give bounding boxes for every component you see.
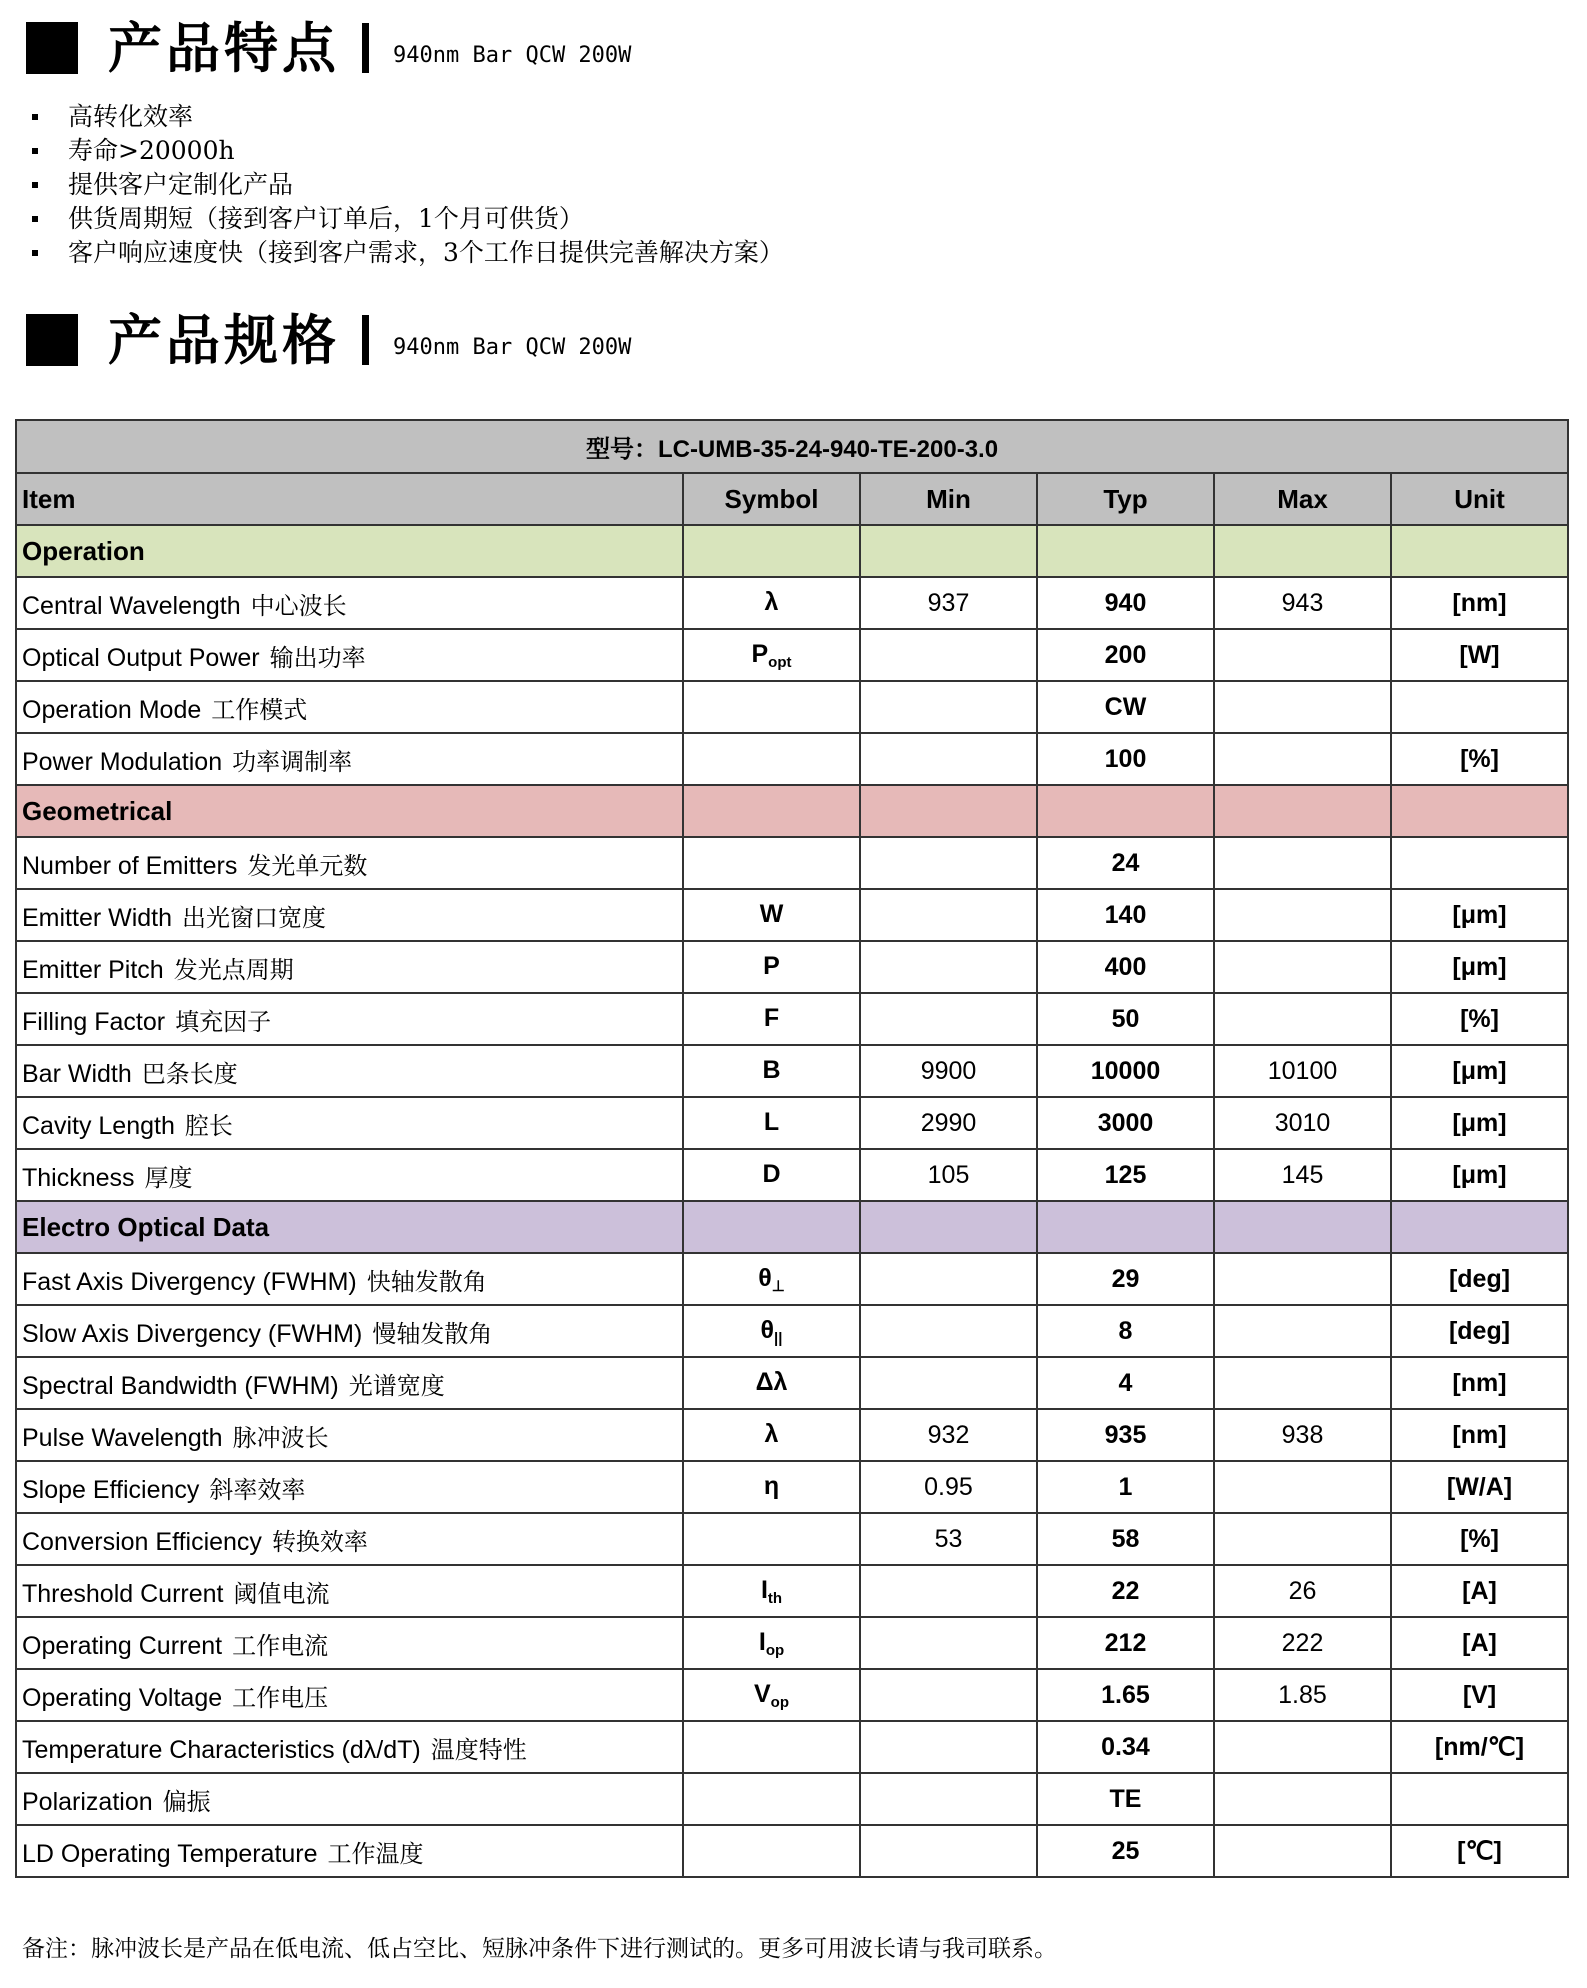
param-name-cn: 腔长 xyxy=(184,1111,233,1140)
param-name-cn: 工作电流 xyxy=(232,1631,329,1660)
features-title: 产品特点 xyxy=(108,16,340,80)
param-max xyxy=(1214,1461,1391,1513)
param-name xyxy=(16,733,683,785)
param-typ: 1.65 xyxy=(1037,1669,1214,1721)
param-min xyxy=(860,1253,1037,1305)
param-name-en: Spectral Bandwidth (FWHM) xyxy=(22,1371,339,1400)
param-typ: 8 xyxy=(1037,1305,1214,1357)
param-max xyxy=(1214,837,1391,889)
param-symbol xyxy=(683,993,860,1045)
param-name xyxy=(16,889,683,941)
symbol-sub: th xyxy=(767,1589,783,1607)
table-row xyxy=(16,1617,1568,1669)
section-cell xyxy=(860,1201,1037,1253)
model-row xyxy=(16,420,1568,473)
table-row xyxy=(16,681,1568,733)
param-name xyxy=(16,1669,683,1721)
param-symbol xyxy=(683,1669,860,1721)
param-name xyxy=(16,993,683,1045)
param-name-cn: 工作模式 xyxy=(211,695,308,724)
symbol-text xyxy=(760,1315,783,1347)
param-name xyxy=(16,1357,683,1409)
table-row xyxy=(16,1097,1568,1149)
symbol-text xyxy=(760,1575,783,1607)
param-name-en: Conversion Efficiency xyxy=(22,1527,262,1556)
section-cell xyxy=(1037,1201,1214,1253)
table-row xyxy=(16,837,1568,889)
param-unit: [A] xyxy=(1391,1565,1568,1617)
symbol-sub: op xyxy=(770,1693,789,1711)
symbol-text xyxy=(763,952,780,980)
param-max: 26 xyxy=(1214,1565,1391,1617)
table-row xyxy=(16,629,1568,681)
param-name xyxy=(16,1305,683,1357)
param-unit: [μm] xyxy=(1391,1097,1568,1149)
param-symbol xyxy=(683,1773,860,1825)
param-name xyxy=(16,681,683,733)
param-min: 0.95 xyxy=(860,1461,1037,1513)
symbol-text xyxy=(758,1263,785,1295)
features-list xyxy=(26,100,784,270)
param-max xyxy=(1214,1773,1391,1825)
param-name-cn: 出光窗口宽度 xyxy=(182,903,327,932)
feature-item: 寿命>20000h xyxy=(26,134,784,168)
param-min xyxy=(860,1669,1037,1721)
header-unit: Unit xyxy=(1391,473,1568,525)
param-max xyxy=(1214,1721,1391,1773)
symbol-main: η xyxy=(763,1471,780,1500)
symbol-main: λ xyxy=(764,587,779,616)
black-square-icon xyxy=(26,314,78,366)
param-min xyxy=(860,993,1037,1045)
param-max xyxy=(1214,681,1391,733)
param-typ: 1 xyxy=(1037,1461,1214,1513)
param-name xyxy=(16,941,683,993)
symbol-main: V xyxy=(753,1679,771,1708)
param-min xyxy=(860,889,1037,941)
param-name-cn: 工作温度 xyxy=(327,1839,424,1868)
param-name-en: Slope Efficiency xyxy=(22,1475,200,1504)
param-unit: [deg] xyxy=(1391,1253,1568,1305)
table-row xyxy=(16,1461,1568,1513)
param-name-cn: 发光点周期 xyxy=(173,955,294,984)
table-row xyxy=(16,889,1568,941)
param-name-cn: 发光单元数 xyxy=(247,851,368,880)
spec-subtitle: 940nm Bar QCW 200W xyxy=(393,334,632,360)
param-name-cn: 慢轴发散角 xyxy=(372,1319,493,1348)
section-cell xyxy=(860,785,1037,837)
param-name-en: Bar Width xyxy=(22,1059,132,1088)
section-cell xyxy=(1037,525,1214,577)
symbol-main: θ xyxy=(760,1315,775,1344)
table-row xyxy=(16,1045,1568,1097)
param-typ: 22 xyxy=(1037,1565,1214,1617)
param-max xyxy=(1214,1305,1391,1357)
spec-header xyxy=(26,310,631,370)
param-unit: [%] xyxy=(1391,733,1568,785)
section-cell xyxy=(1391,785,1568,837)
param-symbol xyxy=(683,733,860,785)
symbol-main: W xyxy=(759,899,784,928)
param-typ: 940 xyxy=(1037,577,1214,629)
param-name xyxy=(16,1825,683,1877)
spec-table xyxy=(15,419,1569,1878)
param-unit xyxy=(1391,681,1568,733)
symbol-sub: || xyxy=(774,1329,783,1347)
param-unit: [℃] xyxy=(1391,1825,1568,1877)
param-typ: 4 xyxy=(1037,1357,1214,1409)
param-name xyxy=(16,1565,683,1617)
table-row xyxy=(16,1409,1568,1461)
param-unit: [deg] xyxy=(1391,1305,1568,1357)
param-max xyxy=(1214,941,1391,993)
table-row xyxy=(16,1721,1568,1773)
feature-item: 高转化效率 xyxy=(26,100,784,134)
header-max: Max xyxy=(1214,473,1391,525)
param-min xyxy=(860,681,1037,733)
param-typ: 200 xyxy=(1037,629,1214,681)
param-name xyxy=(16,1721,683,1773)
symbol-sub: ⊥ xyxy=(771,1277,785,1295)
features-header xyxy=(26,18,631,78)
table-row xyxy=(16,1513,1568,1565)
param-max xyxy=(1214,733,1391,785)
param-typ: CW xyxy=(1037,681,1214,733)
title-divider xyxy=(362,23,369,73)
section-cell xyxy=(1214,1201,1391,1253)
section-cell xyxy=(860,525,1037,577)
param-name xyxy=(16,1097,683,1149)
param-name xyxy=(16,629,683,681)
section-name: Geometrical xyxy=(16,785,683,837)
param-min xyxy=(860,1305,1037,1357)
symbol-main: λ xyxy=(764,1419,779,1448)
param-symbol xyxy=(683,577,860,629)
param-unit: [A] xyxy=(1391,1617,1568,1669)
symbol-main: θ xyxy=(758,1263,772,1292)
param-typ: 125 xyxy=(1037,1149,1214,1201)
param-unit: [μm] xyxy=(1391,1149,1568,1201)
table-row xyxy=(16,941,1568,993)
param-typ: 0.34 xyxy=(1037,1721,1214,1773)
param-name-en: Central Wavelength xyxy=(22,591,241,620)
symbol-main: L xyxy=(763,1107,780,1136)
feature-item: 供货周期短（接到客户订单后，1个月可供货） xyxy=(26,202,784,236)
param-min xyxy=(860,837,1037,889)
symbol-text xyxy=(765,588,779,616)
param-max xyxy=(1214,1253,1391,1305)
param-min: 937 xyxy=(860,577,1037,629)
param-symbol xyxy=(683,1565,860,1617)
section-cell xyxy=(1391,1201,1568,1253)
param-name xyxy=(16,1461,683,1513)
param-symbol xyxy=(683,1357,860,1409)
param-symbol xyxy=(683,1617,860,1669)
param-name-en: Optical Output Power xyxy=(22,643,260,672)
symbol-text xyxy=(753,1679,789,1711)
section-cell xyxy=(683,785,860,837)
param-name xyxy=(16,837,683,889)
param-symbol xyxy=(683,889,860,941)
features-subtitle: 940nm Bar QCW 200W xyxy=(393,42,632,68)
table-row xyxy=(16,1149,1568,1201)
section-cell xyxy=(1391,525,1568,577)
param-name xyxy=(16,577,683,629)
param-max xyxy=(1214,889,1391,941)
param-max xyxy=(1214,1825,1391,1877)
param-min xyxy=(860,1773,1037,1825)
param-min: 932 xyxy=(860,1409,1037,1461)
symbol-text xyxy=(764,1472,779,1500)
param-min xyxy=(860,1357,1037,1409)
symbol-text xyxy=(762,1056,780,1084)
section-row xyxy=(16,1201,1568,1253)
section-cell xyxy=(683,1201,860,1253)
black-square-icon xyxy=(26,22,78,74)
param-min: 105 xyxy=(860,1149,1037,1201)
param-max: 3010 xyxy=(1214,1097,1391,1149)
param-name-en: Polarization xyxy=(22,1787,153,1816)
param-name-en: Pulse Wavelength xyxy=(22,1423,223,1452)
param-min xyxy=(860,1565,1037,1617)
table-row xyxy=(16,1357,1568,1409)
param-unit: [nm] xyxy=(1391,1357,1568,1409)
param-unit: [μm] xyxy=(1391,1045,1568,1097)
param-symbol xyxy=(683,1305,860,1357)
param-name-en: Operation Mode xyxy=(22,695,202,724)
param-min xyxy=(860,1617,1037,1669)
bullet-icon xyxy=(32,250,38,256)
param-symbol xyxy=(683,1409,860,1461)
header-typ: Typ xyxy=(1037,473,1214,525)
param-name-cn: 中心波长 xyxy=(250,591,347,620)
footnote: 备注：脉冲波长是产品在低电流、低占空比、短脉冲条件下进行测试的。更多可用波长请与我司联系。 xyxy=(22,1936,1057,1962)
symbol-text xyxy=(764,1108,779,1136)
param-unit: [μm] xyxy=(1391,889,1568,941)
model-number: 型号：LC-UMB-35-24-940-TE-200-3.0 xyxy=(16,420,1568,473)
param-symbol xyxy=(683,1149,860,1201)
param-typ: 58 xyxy=(1037,1513,1214,1565)
symbol-text xyxy=(760,900,784,928)
symbol-main: B xyxy=(762,1055,781,1084)
table-row xyxy=(16,733,1568,785)
param-min xyxy=(860,941,1037,993)
param-typ: 400 xyxy=(1037,941,1214,993)
param-name-cn: 转换效率 xyxy=(271,1527,368,1556)
param-min xyxy=(860,733,1037,785)
param-unit: [nm] xyxy=(1391,1409,1568,1461)
feature-item: 提供客户定制化产品 xyxy=(26,168,784,202)
param-typ: 24 xyxy=(1037,837,1214,889)
param-unit: [%] xyxy=(1391,993,1568,1045)
param-max: 1.85 xyxy=(1214,1669,1391,1721)
param-typ: TE xyxy=(1037,1773,1214,1825)
param-name-en: Operating Current xyxy=(22,1631,223,1660)
table-row xyxy=(16,993,1568,1045)
param-unit xyxy=(1391,837,1568,889)
param-unit: [W] xyxy=(1391,629,1568,681)
param-typ: 50 xyxy=(1037,993,1214,1045)
param-name xyxy=(16,1409,683,1461)
param-unit: [μm] xyxy=(1391,941,1568,993)
param-max xyxy=(1214,629,1391,681)
param-name-cn: 偏振 xyxy=(162,1787,211,1816)
param-unit: [nm] xyxy=(1391,577,1568,629)
section-cell xyxy=(1214,525,1391,577)
param-max: 145 xyxy=(1214,1149,1391,1201)
symbol-main: D xyxy=(762,1159,781,1188)
symbol-text xyxy=(762,1160,780,1188)
section-cell xyxy=(683,525,860,577)
param-name-cn: 输出功率 xyxy=(269,643,366,672)
section-name: Electro Optical Data xyxy=(16,1201,683,1253)
param-typ: 212 xyxy=(1037,1617,1214,1669)
section-name: Operation xyxy=(16,525,683,577)
param-min: 9900 xyxy=(860,1045,1037,1097)
param-unit: [V] xyxy=(1391,1669,1568,1721)
param-name xyxy=(16,1149,683,1201)
param-max: 222 xyxy=(1214,1617,1391,1669)
symbol-main: P xyxy=(763,951,780,980)
param-name-en: LD Operating Temperature xyxy=(22,1839,318,1868)
table-row xyxy=(16,1305,1568,1357)
param-name-en: Thickness xyxy=(22,1163,135,1192)
section-row xyxy=(16,525,1568,577)
param-name-cn: 脉冲波长 xyxy=(232,1423,329,1452)
param-name-cn: 厚度 xyxy=(144,1163,193,1192)
param-name-cn: 温度特性 xyxy=(430,1735,527,1764)
param-unit: [W/A] xyxy=(1391,1461,1568,1513)
header-item: Item xyxy=(16,473,683,525)
param-max xyxy=(1214,1357,1391,1409)
param-typ: 935 xyxy=(1037,1409,1214,1461)
param-symbol xyxy=(683,1513,860,1565)
symbol-text xyxy=(758,1627,785,1659)
param-symbol xyxy=(683,1721,860,1773)
symbol-main: P xyxy=(751,639,769,668)
param-min xyxy=(860,629,1037,681)
param-name-en: Threshold Current xyxy=(22,1579,224,1608)
feature-item: 客户响应速度快（接到客户需求，3个工作日提供完善解决方案） xyxy=(26,236,784,270)
param-min: 53 xyxy=(860,1513,1037,1565)
bullet-icon xyxy=(32,114,38,120)
table-row xyxy=(16,1773,1568,1825)
symbol-text xyxy=(751,639,792,671)
param-name-en: Number of Emitters xyxy=(22,851,238,880)
symbol-text xyxy=(764,1004,779,1032)
param-name xyxy=(16,1045,683,1097)
param-name-cn: 巴条长度 xyxy=(141,1059,238,1088)
param-name-cn: 填充因子 xyxy=(175,1007,272,1036)
param-symbol xyxy=(683,1253,860,1305)
param-name xyxy=(16,1513,683,1565)
param-max xyxy=(1214,993,1391,1045)
table-row xyxy=(16,1669,1568,1721)
param-name-en: Temperature Characteristics (dλ/dT) xyxy=(22,1735,421,1764)
param-typ: 3000 xyxy=(1037,1097,1214,1149)
param-symbol xyxy=(683,1097,860,1149)
symbol-sub: op xyxy=(765,1641,785,1659)
param-name xyxy=(16,1253,683,1305)
symbol-sub: opt xyxy=(768,653,792,671)
table-row xyxy=(16,1825,1568,1877)
param-max xyxy=(1214,1513,1391,1565)
param-symbol xyxy=(683,1461,860,1513)
param-name xyxy=(16,1617,683,1669)
param-typ: 100 xyxy=(1037,733,1214,785)
param-unit: [%] xyxy=(1391,1513,1568,1565)
spec-title: 产品规格 xyxy=(108,308,340,372)
param-min xyxy=(860,1825,1037,1877)
param-max: 938 xyxy=(1214,1409,1391,1461)
header-min: Min xyxy=(860,473,1037,525)
param-name-en: Emitter Pitch xyxy=(22,955,164,984)
param-name-en: Emitter Width xyxy=(22,903,173,932)
param-max: 10100 xyxy=(1214,1045,1391,1097)
param-min: 2990 xyxy=(860,1097,1037,1149)
param-typ: 25 xyxy=(1037,1825,1214,1877)
param-unit xyxy=(1391,1773,1568,1825)
param-typ: 10000 xyxy=(1037,1045,1214,1097)
param-symbol xyxy=(683,629,860,681)
param-typ: 29 xyxy=(1037,1253,1214,1305)
param-name-cn: 阈值电流 xyxy=(233,1579,330,1608)
param-name-en: Filling Factor xyxy=(22,1007,166,1036)
param-min xyxy=(860,1721,1037,1773)
table-row xyxy=(16,577,1568,629)
symbol-main: I xyxy=(758,1627,766,1656)
symbol-main: I xyxy=(760,1575,768,1604)
param-name-cn: 快轴发散角 xyxy=(366,1267,487,1296)
param-name-en: Power Modulation xyxy=(22,747,223,776)
param-symbol xyxy=(683,941,860,993)
bullet-icon xyxy=(32,148,38,154)
param-name-cn: 斜率效率 xyxy=(209,1475,306,1504)
param-symbol xyxy=(683,1825,860,1877)
symbol-main: F xyxy=(763,1003,780,1032)
bullet-icon xyxy=(32,216,38,222)
table-header-row xyxy=(16,473,1568,525)
table-row xyxy=(16,1253,1568,1305)
param-name-cn: 功率调制率 xyxy=(232,747,353,776)
param-symbol xyxy=(683,837,860,889)
symbol-main: Δλ xyxy=(755,1367,788,1396)
param-symbol xyxy=(683,681,860,733)
symbol-text xyxy=(756,1368,788,1396)
param-name xyxy=(16,1773,683,1825)
section-row xyxy=(16,785,1568,837)
section-cell xyxy=(1214,785,1391,837)
param-unit: [nm/℃] xyxy=(1391,1721,1568,1773)
param-name-en: Slow Axis Divergency (FWHM) xyxy=(22,1319,363,1348)
param-name-en: Cavity Length xyxy=(22,1111,175,1140)
section-cell xyxy=(1037,785,1214,837)
bullet-icon xyxy=(32,182,38,188)
param-name-en: Fast Axis Divergency (FWHM) xyxy=(22,1267,357,1296)
param-name-cn: 光谱宽度 xyxy=(348,1371,445,1400)
param-typ: 140 xyxy=(1037,889,1214,941)
param-name-cn: 工作电压 xyxy=(232,1683,329,1712)
header-symbol: Symbol xyxy=(683,473,860,525)
param-max: 943 xyxy=(1214,577,1391,629)
param-symbol xyxy=(683,1045,860,1097)
table-row xyxy=(16,1565,1568,1617)
title-divider xyxy=(362,315,369,365)
param-name-en: Operating Voltage xyxy=(22,1683,223,1712)
symbol-text xyxy=(765,1420,779,1448)
